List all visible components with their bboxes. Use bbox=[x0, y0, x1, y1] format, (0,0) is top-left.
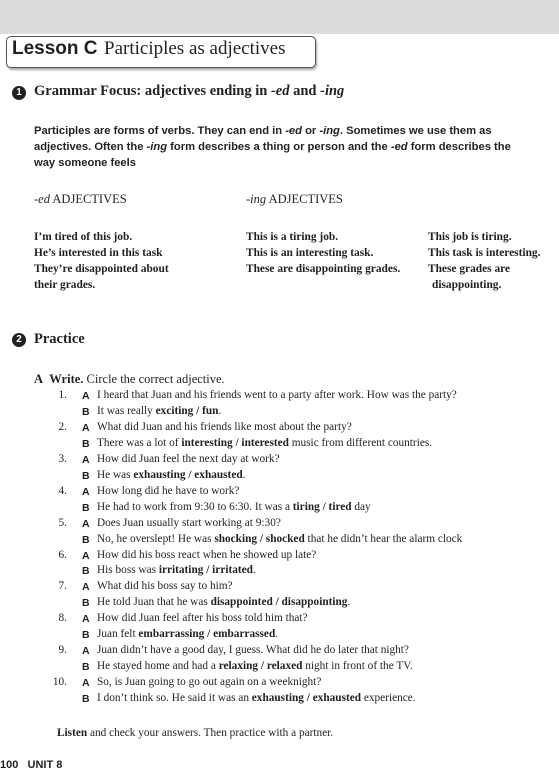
example-line: This task is interesting. bbox=[428, 247, 541, 259]
answer-text bbox=[97, 404, 221, 420]
answer-run: music from different countries. bbox=[288, 436, 433, 449]
example-line: I’m tired of this job. bbox=[34, 231, 133, 243]
answer-run: . bbox=[218, 404, 222, 417]
speaker-a-label: A bbox=[82, 677, 90, 690]
adjective-choice[interactable]: exciting / fun bbox=[155, 404, 219, 417]
example-line: This job is tiring. bbox=[428, 231, 512, 243]
answer-run: night in front of the TV. bbox=[302, 660, 413, 673]
practice-heading: Practice bbox=[34, 331, 85, 347]
question-text: Does Juan usually start working at 9:30? bbox=[97, 516, 281, 529]
adjective-choice[interactable]: irritating / irritated bbox=[158, 564, 253, 577]
speaker-b-label: B bbox=[82, 565, 90, 578]
ing-examples-2 bbox=[428, 229, 540, 293]
intro-run: -ed bbox=[390, 141, 408, 153]
question-text: How long did he have to work? bbox=[97, 484, 240, 497]
answer-run: Juan felt bbox=[97, 628, 139, 641]
answer-text bbox=[97, 532, 462, 548]
example-line: These grades are bbox=[428, 263, 511, 275]
answer-text bbox=[97, 627, 278, 643]
speaker-a-label: A bbox=[82, 581, 90, 594]
answer-run: He was bbox=[97, 468, 134, 481]
speaker-b-label: B bbox=[82, 437, 90, 450]
answer-text bbox=[97, 468, 245, 484]
example-line: This is a tiring job. bbox=[246, 231, 339, 243]
intro-run: or bbox=[301, 125, 320, 137]
example-line: This is an interesting task. bbox=[246, 247, 374, 259]
answer-text bbox=[97, 563, 256, 579]
answer-text bbox=[97, 595, 350, 611]
answer-run: day bbox=[351, 500, 371, 513]
intro-run: form describes a thing or person and the bbox=[167, 141, 391, 153]
question-text: How did Juan feel after his boss told him that? bbox=[97, 612, 308, 625]
speaker-b-label: B bbox=[82, 501, 90, 514]
question-text: What did his boss say to him? bbox=[97, 580, 233, 593]
question-text: How did Juan feel the next day at work? bbox=[97, 452, 280, 465]
answer-text bbox=[97, 436, 432, 452]
exercise-list bbox=[0, 388, 559, 718]
item-number: 9. bbox=[58, 644, 67, 657]
lesson-label: Lesson C bbox=[12, 38, 98, 59]
question-text: I heard that Juan and his friends went to a party after work. How was the party? bbox=[97, 389, 457, 401]
section-number-1: 1 bbox=[12, 86, 26, 100]
speaker-a-label: A bbox=[82, 645, 90, 658]
answer-run: . bbox=[275, 628, 279, 641]
speaker-a-label: A bbox=[82, 453, 90, 466]
answer-text bbox=[97, 659, 413, 675]
answer-run: His boss was bbox=[97, 564, 159, 577]
adjective-choice[interactable]: shocking / shocked bbox=[214, 532, 305, 545]
speaker-a-label: A bbox=[82, 517, 90, 530]
lesson-title-box bbox=[6, 36, 316, 68]
example-line: disappointing. bbox=[432, 279, 502, 291]
speaker-b-label: B bbox=[82, 597, 90, 610]
speaker-b-label: B bbox=[82, 405, 90, 418]
item-number: 3. bbox=[58, 452, 67, 465]
example-line: They’re disappointed about bbox=[34, 263, 169, 275]
answer-run: . bbox=[242, 468, 246, 481]
adjective-choice[interactable]: exhausting / exhausted bbox=[133, 468, 243, 481]
item-number: 5. bbox=[58, 516, 67, 529]
ing-examples-1 bbox=[246, 229, 400, 277]
speaker-a-label: A bbox=[82, 485, 90, 498]
answer-text bbox=[97, 500, 371, 516]
write-instruction: A Write. Circle the correct adjective. bbox=[34, 372, 225, 386]
item-number: 8. bbox=[58, 612, 67, 625]
speaker-b-label: B bbox=[82, 693, 90, 706]
speaker-a-label: A bbox=[82, 613, 90, 626]
answer-run: that he didn’t hear the alarm clock bbox=[304, 532, 463, 545]
listen-instruction: Listen and check your answers. Then practice with a partner. bbox=[57, 727, 334, 739]
adjective-choice[interactable]: embarrassing / embarrassed bbox=[138, 628, 276, 641]
top-band bbox=[0, 0, 559, 34]
answer-run: experience. bbox=[361, 692, 416, 705]
item-number: 4. bbox=[58, 484, 67, 497]
intro-run: -ing bbox=[146, 141, 168, 153]
adjective-choice[interactable]: tiring / tired bbox=[292, 500, 352, 513]
intro-run: -ed bbox=[285, 125, 302, 137]
example-line: their grades. bbox=[34, 279, 96, 291]
page-footer: 100 UNIT 8 bbox=[0, 759, 63, 771]
answer-run: No, he overslept! He was bbox=[97, 532, 215, 545]
item-number: 1. bbox=[58, 389, 67, 401]
speaker-b-label: B bbox=[82, 469, 90, 482]
ed-adjectives-heading: -ed ADJECTIVES bbox=[34, 192, 127, 206]
question-text: So, is Juan going to go out again on a weeknight? bbox=[97, 676, 322, 689]
answer-run: He had to work from 9:30 to 6:30. It was a bbox=[97, 500, 293, 513]
intro-run: -ing bbox=[319, 125, 340, 137]
answer-run: He stayed home and had a bbox=[97, 660, 219, 673]
example-line: He’s interested in this task bbox=[34, 247, 163, 259]
answer-run: . bbox=[252, 564, 256, 577]
answer-run: There was a lot of bbox=[97, 436, 182, 449]
speaker-a-label: A bbox=[82, 390, 90, 402]
item-number: 6. bbox=[58, 548, 67, 561]
speaker-b-label: B bbox=[82, 533, 90, 546]
question-text: Juan didn’t have a good day, I guess. What did he do later that night? bbox=[97, 644, 409, 657]
answer-run: It was really bbox=[97, 404, 156, 417]
answer-run: . bbox=[347, 596, 351, 609]
section-number-2: 2 bbox=[12, 333, 26, 347]
intro-run: form describes the way someone feels bbox=[34, 141, 511, 169]
grammar-intro-text bbox=[34, 123, 514, 171]
speaker-b-label: B bbox=[82, 629, 90, 642]
answer-run: I don’t think so. He said it was an bbox=[97, 692, 252, 705]
adjective-choice[interactable]: disappointed / disappointing bbox=[210, 596, 348, 609]
example-line: These are disappointing grades. bbox=[246, 263, 401, 275]
answer-run: He told Juan that he was bbox=[97, 596, 211, 609]
question-text: How did his boss react when he showed up late? bbox=[97, 548, 317, 561]
answer-text bbox=[97, 691, 416, 707]
speaker-b-label: B bbox=[82, 661, 90, 674]
lesson-title: Participles as adjectives bbox=[104, 38, 286, 59]
adjective-choice[interactable]: interesting / interested bbox=[181, 436, 289, 449]
grammar-focus-heading: Grammar Focus: adjectives ending in -ed and -ing bbox=[34, 83, 345, 99]
item-number: 10. bbox=[52, 676, 67, 689]
speaker-a-label: A bbox=[82, 421, 90, 434]
adjective-choice[interactable]: exhausting / exhausted bbox=[251, 692, 362, 705]
speaker-a-label: A bbox=[82, 549, 90, 562]
adjective-choice[interactable]: relaxing / relaxed bbox=[218, 660, 303, 673]
ing-adjectives-heading: -ing ADJECTIVES bbox=[246, 192, 343, 206]
ed-examples bbox=[34, 229, 169, 293]
intro-run: . Sometimes we use them as adjectives. Often the bbox=[34, 125, 492, 153]
question-text: What did Juan and his friends like most about the party? bbox=[97, 420, 352, 433]
intro-run: Participles are forms of verbs. They can end in bbox=[34, 125, 286, 137]
item-number: 2. bbox=[58, 420, 67, 433]
item-number: 7. bbox=[58, 580, 67, 593]
